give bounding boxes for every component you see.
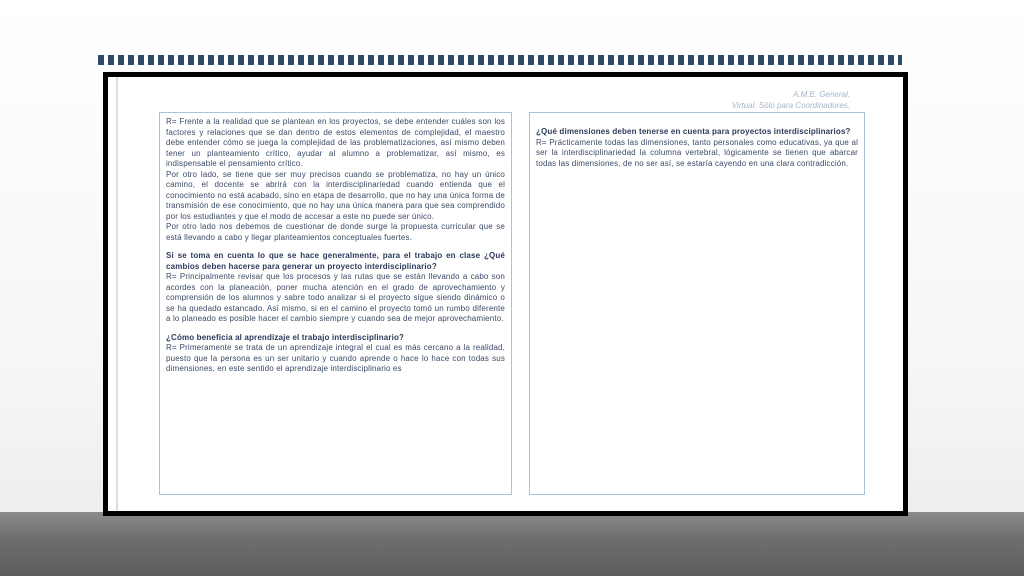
right-column <box>529 112 865 495</box>
document-frame <box>103 72 908 516</box>
question-heading: ¿Cómo beneficia al aprendizaje el trabajo interdisciplinario? <box>166 332 405 342</box>
left-column <box>159 112 512 495</box>
question-heading: Si se toma en cuenta lo que se hace generalmente, para el trabajo en clase ¿Qué cambios deben hacerse para generar un proyecto interdisciplinario? <box>166 251 505 271</box>
floor <box>0 512 1024 576</box>
answer-paragraph: R= Principalmente revisar que los procesos y las rutas que se están llevando a cabo son acordes con la planeación, poner mucha atención en el grado de aprovechamiento y comprensión de los alumnos y sabre todo analizar si el proyecto sigue siendo dinámico o se ha quedado estancado. Así mismo, si en el camino el proyecto tomó un rumbo diferente a lo planeado es posible hacer el cambio siempre y cuando sea de mejor aprovechamiento. <box>166 272 505 323</box>
question-heading: ¿Qué dimensiones deben tenerse en cuenta para proyectos interdisciplinarios? <box>536 127 851 136</box>
header-line-1: A.M.E. General. <box>793 90 850 99</box>
document-page <box>108 77 903 511</box>
page-header <box>732 89 850 111</box>
answer-paragraph: R= Prácticamente todas las dimensiones, tanto personales como educativas, ya que al ser la interdisciplinariedad la columna vertebral, lógicamente se tienen que abarcar todas las dimensiones, de no ser así, se estaría cayendo en una clara contradicción. <box>536 137 858 168</box>
answer-paragraph: R= Frente a la realidad que se plantean en los proyectos, se debe entender cuáles son los factores y relaciones que se dan dentro de estos elementos de complejidad, el maestro debe entender cómo se juega la complejidad de las problematizaciones, así mismo deben tener un planteamiento crítico, ayudar al alumno a problematizar, así mismo, es indispensable el pensamiento crítico. <box>166 117 505 168</box>
page-edge <box>116 77 118 511</box>
decorative-stripe <box>98 55 902 65</box>
header-line-2: Virtual. Sólo para Coordinadores. <box>731 101 850 110</box>
answer-paragraph: R= Primeramente se trata de un aprendizaje integral el cual es más cercano a la realidad, puesto que la persona es un ser unitario y cuando aprende o hace lo hace con todas sus dimensiones, en este sentido el aprendizaje interdisciplinario es <box>166 343 505 373</box>
answer-paragraph: Por otro lado, se tiene que ser muy precisos cuando se problematiza, no hay un único camino, el docente se abrirá con la interdisciplinariedad cuando entienda que el conocimiento no está acabado, sino en etapa de desarrollo, que no hay una única forma de transmisión de ese conocimiento, que no hay una única manera para que sea comprendido por los estudiantes y que el modo de accesar a este no puede ser único. <box>166 169 505 221</box>
answer-paragraph: Por otro lado nos debemos de cuestionar de donde surge la propuesta curricular que se está llevando a cabo y llegar planteamientos conceptuales fuertes. <box>166 222 505 242</box>
